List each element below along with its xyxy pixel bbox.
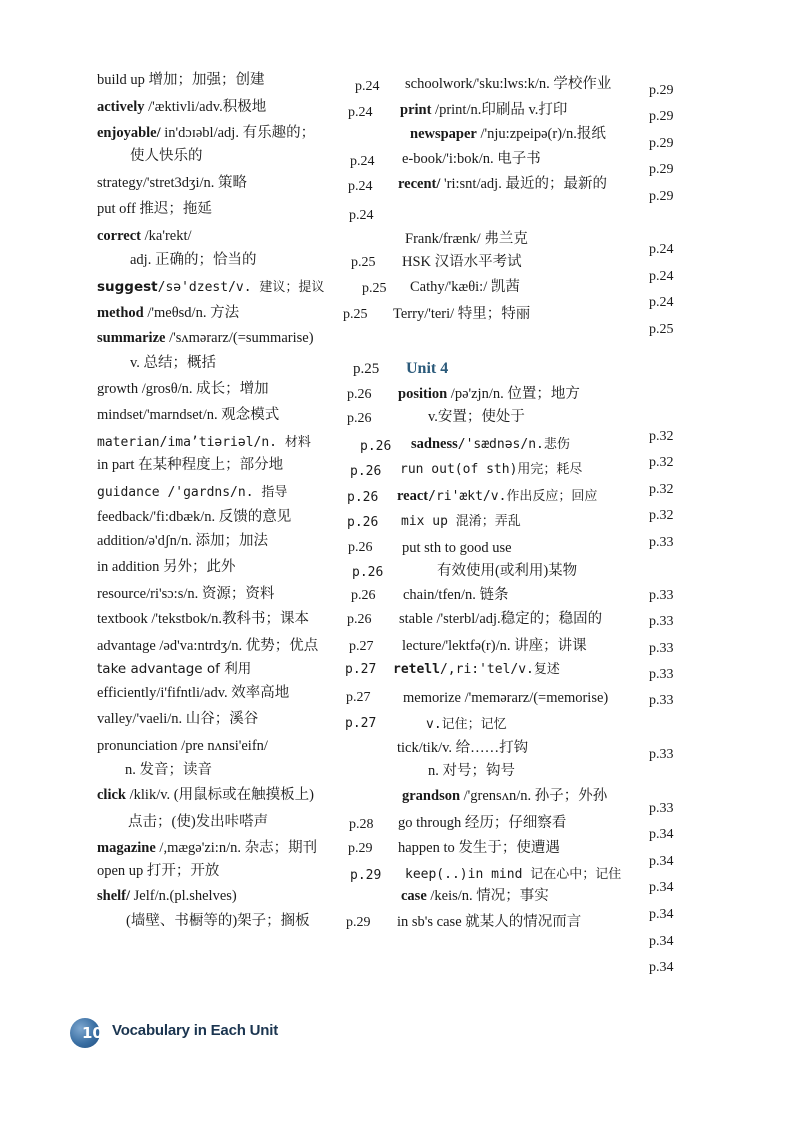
- page-ref: p.26: [347, 515, 379, 530]
- headword: click: [97, 787, 126, 803]
- entry-terry: Terry/'teri/ 特里；特丽: [393, 306, 531, 322]
- page-ref: p.32: [649, 429, 674, 444]
- page-ref: p.34: [649, 907, 674, 922]
- page-ref: p.27: [346, 690, 371, 705]
- page-ref: p.33: [649, 747, 674, 762]
- definition: Jelf/n.(pl.shelves): [130, 888, 237, 904]
- definition: /'sædnəs/n.悲伤: [457, 437, 570, 452]
- page-ref: p.25: [649, 322, 674, 337]
- entry-recent: [398, 177, 607, 192]
- page-ref: p.29: [649, 109, 674, 124]
- entry-put-sth-to-good-use: put sth to good use: [402, 540, 512, 556]
- entry-stable: stable /'sterbl/adj.稳定的；稳固的: [399, 611, 603, 627]
- entry-method: [97, 306, 239, 321]
- entry-advantage: advantage /əd'va:ntrdʒ/n. 优势；优点: [97, 638, 319, 654]
- entry-open-up: open up 打开；开放: [97, 863, 220, 879]
- headword: recent/: [398, 176, 441, 192]
- entry-memorize: memorize /'memərarz/(=memorise): [403, 690, 609, 706]
- definition: /keis/n. 情况；事实: [426, 888, 549, 904]
- page-ref: p.27: [349, 639, 374, 654]
- page-ref: p.25: [351, 255, 376, 270]
- entry-memorize-cont: v.记住；记忆: [426, 717, 507, 732]
- page-ref: p.33: [649, 641, 674, 656]
- entry-shelf-cont: (墙壁、书橱等的)架子；搁板: [126, 913, 310, 929]
- definition: /,mægə'zi:n/n. 杂志；期刊: [155, 840, 318, 856]
- page-ref: p.26: [348, 540, 373, 555]
- definition: /'sʌmərarz/(=summarise): [165, 330, 314, 346]
- headword: actively: [97, 99, 145, 115]
- headword: print: [400, 102, 432, 118]
- definition: /,ri:'tel/v.复述: [439, 662, 560, 677]
- entry-actively: [97, 100, 266, 115]
- definition: /klik/v. (用鼠标或在触摸板上): [126, 787, 314, 803]
- definition: /ri'ækt/v.作出反应；回应: [428, 489, 598, 504]
- unit-heading: Unit 4: [406, 360, 449, 377]
- entry-happen-to: happen to 发生于；使遭遇: [398, 840, 560, 856]
- definition: in'dɔɪəbl/adj. 有乐趣的；: [160, 125, 316, 141]
- entry-magazine: [97, 841, 317, 856]
- footer-title: Vocabulary in Each Unit: [112, 1022, 278, 1039]
- page-ref: p.24: [649, 295, 674, 310]
- entry-addition: addition/ə'dʃn/n. 添加；加法: [97, 533, 268, 549]
- entry-position-cont: v.安置；使处于: [428, 409, 525, 425]
- page-ref: p.28: [349, 817, 374, 832]
- page-ref: p.29: [649, 136, 674, 151]
- page-ref: p.34: [649, 880, 674, 895]
- page-ref: p.32: [649, 482, 674, 497]
- entry-print: [400, 103, 567, 118]
- entry-pronunciation-cont: n. 发音；读音: [125, 762, 212, 778]
- entry-case: [401, 889, 549, 904]
- page-ref: p.29: [649, 189, 674, 204]
- headword: magazine: [97, 840, 156, 856]
- page-ref: p.33: [649, 693, 674, 708]
- page-ref: p.33: [649, 535, 674, 550]
- definition: /ka'rekt/: [141, 228, 192, 244]
- page-ref: p.26: [347, 612, 372, 627]
- page-ref: p.33: [649, 614, 674, 629]
- entry-summarize: [97, 331, 314, 346]
- entry-keep-in-mind: keep(..)in mind 记在心中；记住: [405, 867, 622, 882]
- entry-frank: Frank/frænk/ 弗兰克: [405, 231, 528, 247]
- headword: shelf/: [97, 888, 131, 904]
- entry-in-addition: in addition 另外；此外: [97, 559, 236, 575]
- entry-hsk: HSK 汉语水平考试: [402, 254, 522, 270]
- headword: suggest: [97, 279, 158, 295]
- entry-retell: [393, 662, 560, 677]
- entry-mix-up: mix up 混淆；弄乱: [401, 514, 521, 529]
- page-ref: p.34: [649, 854, 674, 869]
- entry-click-cont: 点击；(使)发出咔嗒声: [128, 814, 269, 830]
- page-ref: p.24: [649, 242, 674, 257]
- page-ref: p.24: [649, 269, 674, 284]
- entry-valley: valley/'vaeli/n. 山谷；溪谷: [97, 711, 259, 727]
- entry-grandson: [402, 789, 607, 804]
- definition: /sə'dzest/v. 建议；提议: [157, 280, 325, 295]
- page-ref: p.32: [649, 508, 674, 523]
- page-ref: p.26: [350, 464, 382, 479]
- definition: /'grensʌn/n. 孙子；外孙: [460, 788, 608, 804]
- definition: /pə'zjn/n. 位置；地方: [447, 386, 580, 402]
- page-ref: p.26: [360, 439, 392, 454]
- page-ref: p.29: [346, 915, 371, 930]
- page-ref: p.24: [348, 105, 373, 120]
- entry-react: [397, 489, 597, 504]
- headword: correct: [97, 228, 141, 244]
- page-ref: p.26: [347, 387, 372, 402]
- page-ref: p.24: [355, 79, 380, 94]
- page-ref: p.24: [350, 154, 375, 169]
- page-ref: p.29: [649, 162, 674, 177]
- page-ref: p.24: [349, 208, 374, 223]
- definition: /print/n.印刷品 v.打印: [431, 102, 568, 118]
- entry-build-up: build up 增加；加强；创建: [97, 72, 265, 88]
- entry-mindset: mindset/'marndset/n. 观念模式: [97, 407, 280, 423]
- entry-correct: [97, 229, 192, 244]
- page-ref: p.26: [351, 588, 376, 603]
- headword: method: [97, 305, 144, 321]
- entry-in-part: in part 在某种程度上；部分地: [97, 457, 284, 473]
- entry-put-sth-cont: 有效使用(或利用)某物: [437, 563, 578, 579]
- headword: summarize: [97, 330, 166, 346]
- entry-tick: tick/tik/v. 给……打钩: [397, 740, 529, 756]
- definition: /'meθsd/n. 方法: [143, 305, 240, 321]
- entry-chain: chain/tfen/n. 链条: [403, 587, 509, 603]
- entry-efficiently: efficiently/i'fifntli/adv. 效率高地: [97, 685, 290, 701]
- entry-click: [97, 788, 314, 803]
- entry-cathy: Cathy/'kæθi:/ 凯茜: [410, 279, 520, 295]
- entry-pronunciation: pronunciation /pre nʌnsi'eifn/: [97, 738, 268, 754]
- page-ref: p.25: [353, 361, 380, 377]
- page-ref: p.32: [649, 455, 674, 470]
- page-ref: p.34: [649, 934, 674, 949]
- definition: /'nju:zpeipə(r)/n.报纸: [476, 126, 606, 142]
- entry-in-sbs-case: in sb's case 就某人的情况而言: [397, 914, 582, 930]
- headword: retell: [393, 662, 440, 677]
- definition: /'æktivli/adv.积极地: [144, 99, 267, 115]
- page-ref: p.34: [649, 827, 674, 842]
- entry-e-book: e-book/'i:bok/n. 电子书: [402, 151, 541, 167]
- entry-material: materian/imaʼtiəriəl/n. 材料: [97, 435, 311, 450]
- headword: sadness: [411, 436, 458, 452]
- page-ref: p.33: [649, 667, 674, 682]
- entry-enjoyable: [97, 126, 315, 141]
- headword: react: [397, 488, 429, 504]
- entry-newspaper: [410, 127, 606, 142]
- page-ref: p.25: [362, 281, 387, 296]
- entry-textbook: textbook /'tekstbok/n.教科书；课本: [97, 611, 310, 627]
- entry-enjoyable-cont: 使人快乐的: [130, 148, 203, 164]
- headword: enjoyable/: [97, 125, 161, 141]
- page-ref: p.34: [649, 960, 674, 975]
- entry-position: [398, 387, 580, 402]
- entry-schoolwork: schoolwork/'sku:lws:k/n. 学校作业: [405, 76, 612, 92]
- page-ref: p.33: [649, 801, 674, 816]
- headword: position: [398, 386, 448, 402]
- page-ref: p.27: [345, 716, 377, 731]
- entry-shelf: [97, 889, 237, 904]
- page-ref: p.24: [348, 179, 373, 194]
- entry-put-off: put off 推迟；拖延: [97, 201, 212, 217]
- entry-tick-cont: n. 对号；钩号: [428, 763, 515, 779]
- page-ref: p.33: [649, 588, 674, 603]
- entry-summarize-cont: v. 总结；概括: [130, 355, 217, 371]
- entry-suggest: [97, 280, 324, 295]
- page-ref: p.29: [348, 841, 373, 856]
- page-ref: p.26: [352, 565, 384, 580]
- entry-sadness: [411, 437, 570, 452]
- entry-lecture: lecture/'lektfə(r)/n. 讲座；讲课: [402, 638, 587, 654]
- entry-guidance: guidance /'gardns/n. 指导: [97, 485, 288, 500]
- entry-resource: resource/ri'sɔ:s/n. 资源；资料: [97, 586, 275, 602]
- entry-take-advantage: take advantage of 利用: [97, 661, 252, 677]
- entry-run-out: run out(of sth)用完；耗尽: [400, 462, 583, 477]
- headword: newspaper: [410, 126, 477, 142]
- headword: case: [401, 888, 427, 904]
- page-ref: p.27: [345, 662, 377, 677]
- page-ref: p.26: [347, 411, 372, 426]
- page-number: 10: [82, 1024, 103, 1042]
- page-ref: p.26: [347, 490, 379, 505]
- page-ref: p.25: [343, 307, 368, 322]
- definition: 'ri:snt/adj. 最近的；最新的: [440, 176, 607, 192]
- entry-correct-cont: adj. 正确的；恰当的: [130, 252, 257, 268]
- page-ref: p.29: [649, 83, 674, 98]
- entry-strategy: strategy/'stret3dʒi/n. 策略: [97, 175, 247, 191]
- entry-growth: growth /grosθ/n. 成长；增加: [97, 381, 269, 397]
- page-ref: p.29: [350, 868, 382, 883]
- entry-feedback: feedback/'fi:dbæk/n. 反馈的意见: [97, 509, 292, 525]
- headword: grandson: [402, 788, 461, 804]
- entry-go-through: go through 经历；仔细察看: [398, 815, 567, 831]
